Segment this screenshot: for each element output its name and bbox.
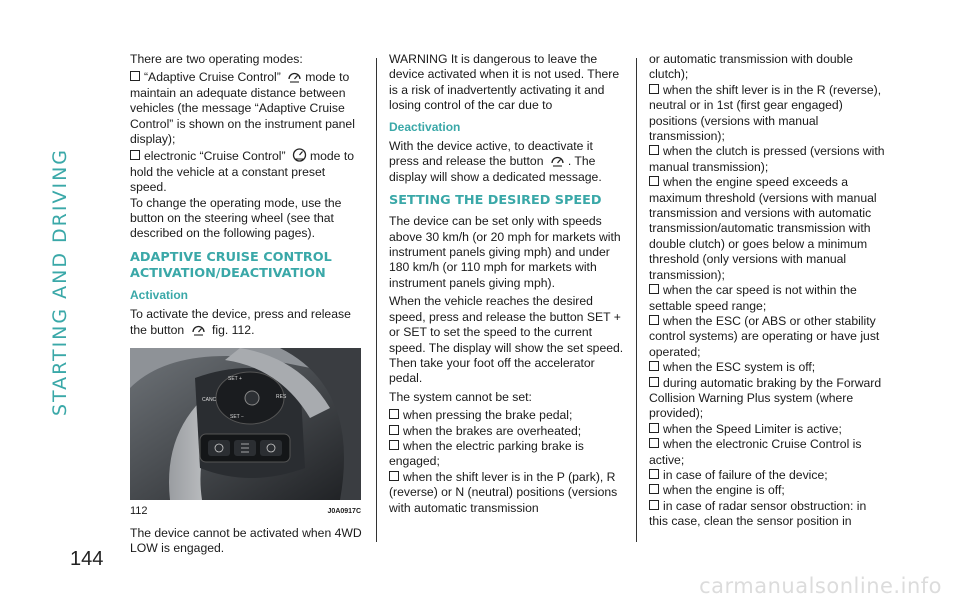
checkbox-icon <box>389 471 399 481</box>
change-mode-text: To change the operating mode, use the button on the steering wheel (see that described on the following pages). <box>130 195 342 241</box>
figure-caption <box>130 504 361 519</box>
column-divider <box>636 58 637 542</box>
column-1 <box>130 52 365 559</box>
checkbox-icon <box>389 425 399 435</box>
column-divider <box>376 58 377 542</box>
list-item: when the electronic Cruise Control is active; <box>649 437 862 467</box>
watermark: carmanualsonline.info <box>699 574 942 598</box>
list-item: when the shift lever is in the P (park), R (reverse) or N (neutral) positions (versions with automatic transmission <box>389 469 618 515</box>
list-item: electronic “Cruise Control” mode to hold the vehicle at a constant preset speed. <box>130 149 354 195</box>
not-activated-text: The device cannot be activated when 4WD LOW is engaged. <box>130 525 362 555</box>
intro-text: There are two operating modes: <box>130 52 303 66</box>
checkbox-icon <box>649 315 659 325</box>
checkbox-icon <box>649 469 659 479</box>
checkbox-icon <box>649 484 659 494</box>
heading-desired-speed: SETTING THE DESIRED SPEED <box>389 193 602 209</box>
list-item: when the electric parking brake is engaged; <box>389 438 584 469</box>
list-item: in case of radar sensor obstruction: in this case, clean the sensor position in <box>649 498 867 529</box>
steering-wheel-photo <box>130 348 361 500</box>
checkbox-icon <box>389 409 399 419</box>
list-item: when the engine speed exceeds a maximum threshold (versions with manual transmission and versions with automatic transmission/automatic transmission with double clutch) or goes below a minimum threshold (only versions with manual transmission); <box>649 175 877 282</box>
set-plus-label: SET + <box>228 376 242 383</box>
checkbox-icon <box>649 423 659 433</box>
adaptive-cruise-icon <box>191 325 206 336</box>
cruise-control-icon <box>292 147 307 162</box>
list-item: in case of failure of the device; <box>649 468 887 483</box>
cannot-set-intro: The system cannot be set: <box>389 389 532 404</box>
list-item: when the ESC (or ABS or other stability control systems) are operating or have just operated; <box>649 313 880 359</box>
checkbox-icon <box>649 284 659 294</box>
list-item: when the shift lever is in the R (reverse), neutral or in 1st (first gear engaged) positions (versions with manual transmission); <box>649 82 882 144</box>
deactivation-text: With the device active, to deactivate it press and release the button . The display will show a dedicated message. <box>389 139 602 184</box>
set-minus-label: SET − <box>230 414 244 421</box>
checkbox-icon <box>649 500 659 510</box>
list-item: when the Speed Limiter is active; <box>649 422 887 437</box>
list-item: when the brakes are overheated; <box>389 424 625 439</box>
subheading-deactivation: Deactivation <box>389 119 461 134</box>
adaptive-cruise-icon <box>550 156 565 167</box>
checkbox-icon <box>649 361 659 371</box>
set-speed-text: When the vehicle reaches the desired speed, press and release the button SET + or SET to set the speed to the current speed. The display will show the set speed. Then take your foot off the accelerator pedal. <box>389 294 624 386</box>
list-item: “Adaptive Cruise Control” mode to maintain an adequate distance between vehicles (the message “Adaptive Cruise Control” is shown on the instrument panel display); <box>130 70 355 147</box>
canc-label: CANC <box>202 397 217 404</box>
list-item: when the car speed is not within the settable speed range; <box>649 283 857 313</box>
list-item: when the engine is off; <box>649 483 887 498</box>
continued-text: or automatic transmission with double clutch); <box>649 52 853 82</box>
conditions-list <box>649 83 887 530</box>
checkbox-icon <box>649 176 659 186</box>
checkbox-icon <box>130 71 140 81</box>
checkbox-icon <box>130 150 140 160</box>
warning-text: WARNING It is dangerous to leave the device activated when it is not used. There is a risk of inadvertently activating it and losing control of the car due to <box>389 52 620 113</box>
steering-wheel-figure <box>130 348 361 500</box>
speed-range-text: The device can be set only with speeds above 30 km/h (or 20 mph for markets with instrument panels giving mph) and under 180 km/h (or 110 mph for markets with instrument panels giving mph). <box>389 214 621 290</box>
res-label: RES <box>276 394 287 401</box>
list-item: when pressing the brake pedal; <box>389 408 625 423</box>
figure-number: 112 <box>130 505 148 518</box>
cannot-set-list <box>389 408 625 516</box>
adaptive-cruise-icon <box>287 72 302 83</box>
checkbox-icon <box>649 145 659 155</box>
heading-activation: ADAPTIVE CRUISE CONTROL ACTIVATION/DEACTIVATION <box>130 249 332 281</box>
column-2 <box>389 52 625 516</box>
checkbox-icon <box>649 84 659 94</box>
checkbox-icon <box>649 438 659 448</box>
list-item: during automatic braking by the Forward Collision Warning Plus system (where provided); <box>649 375 882 421</box>
list-item: when the clutch is pressed (versions with manual transmission); <box>649 144 885 174</box>
page-number: 144 <box>70 548 104 570</box>
column-3 <box>649 52 887 530</box>
figure-code: J0A0917C <box>327 508 361 516</box>
activation-text: To activate the device, press and release the button fig. 112. <box>130 307 351 337</box>
checkbox-icon <box>649 377 659 387</box>
subheading-activation: Activation <box>130 287 189 302</box>
list-item: when the ESC system is off; <box>649 360 887 375</box>
section-title: STARTING AND DRIVING <box>49 147 71 417</box>
checkbox-icon <box>389 440 399 450</box>
